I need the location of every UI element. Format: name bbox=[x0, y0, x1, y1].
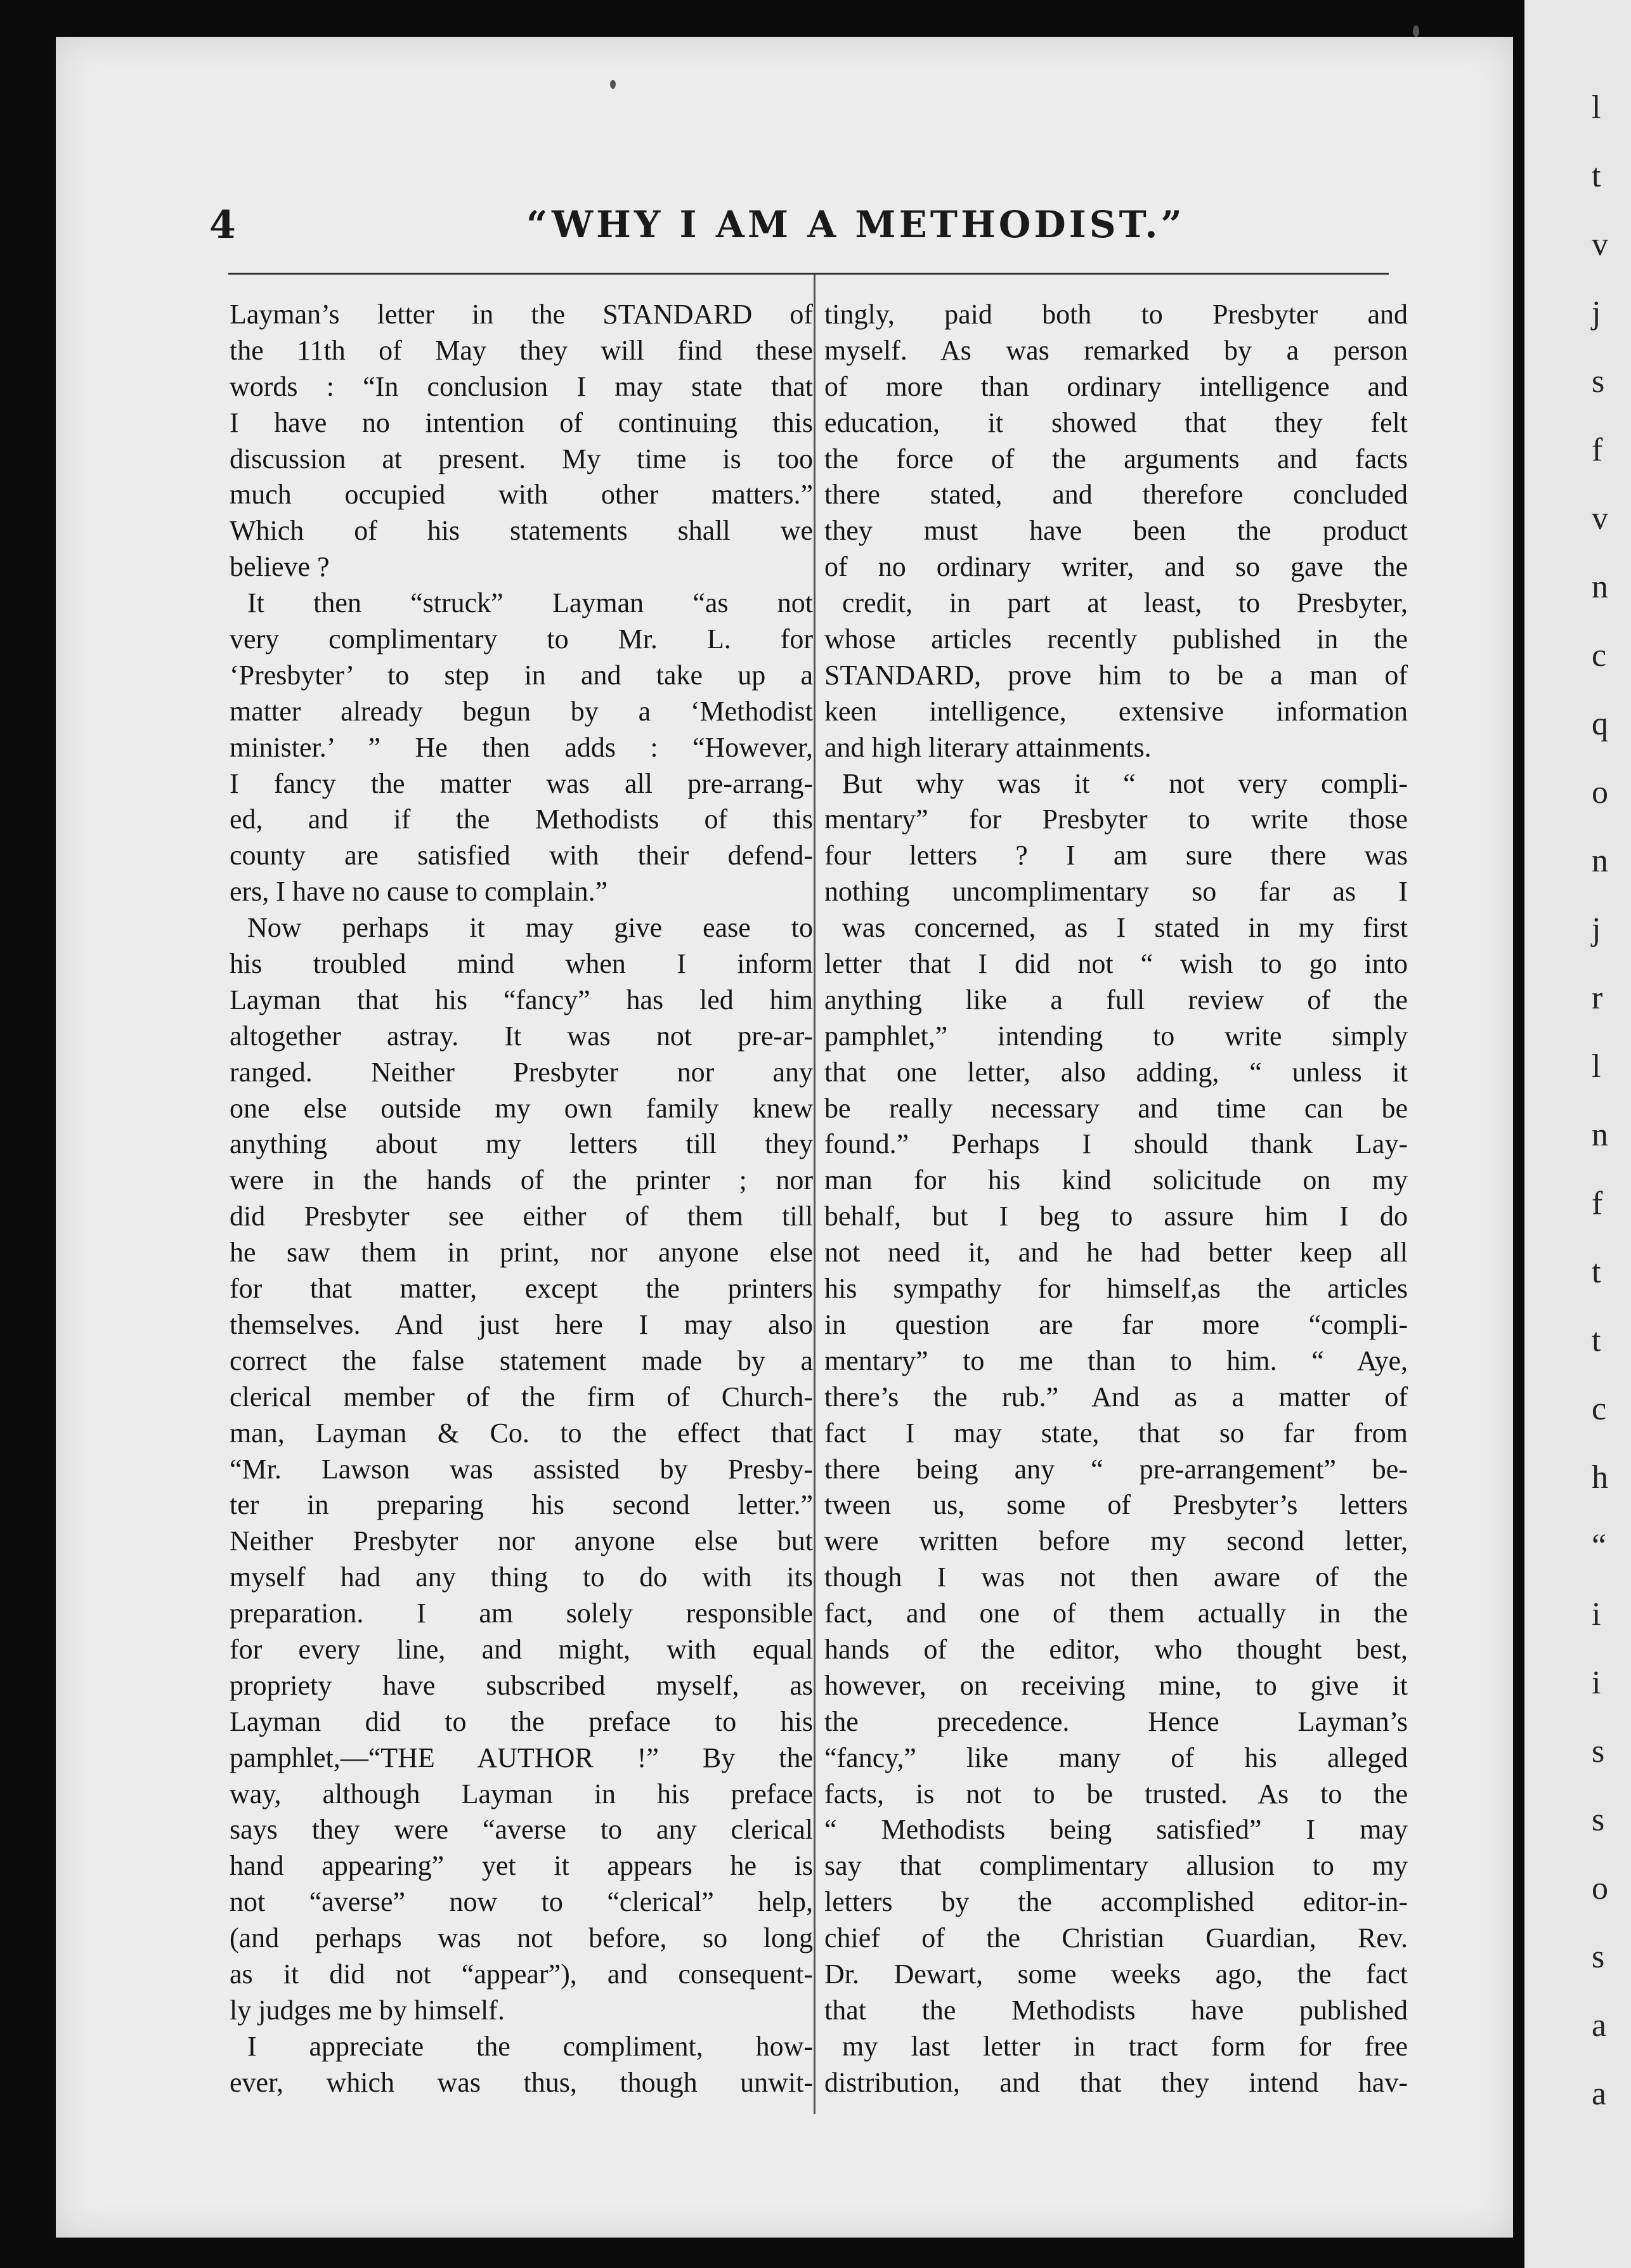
text-line: preparation. I am solely responsible bbox=[230, 1598, 813, 1629]
text-line: Now perhaps it may give ease to bbox=[247, 912, 813, 944]
text-line: themselves. And just here I may also bbox=[230, 1308, 813, 1340]
column-divider bbox=[814, 275, 816, 2114]
adjacent-margin-char: n bbox=[1592, 1117, 1608, 1153]
text-line: were written before my second letter, bbox=[824, 1525, 1408, 1557]
text-line: fact I may state, that so far from bbox=[824, 1417, 1408, 1449]
text-line: that one letter, also adding, “ unless it bbox=[824, 1056, 1408, 1088]
text-line: the force of the arguments and facts bbox=[824, 443, 1408, 474]
text-line: letters by the accomplished editor-in- bbox=[824, 1886, 1408, 1918]
text-line: anything like a full review of the bbox=[824, 984, 1408, 1015]
text-line: for that matter, except the printers bbox=[230, 1273, 813, 1305]
adjacent-margin-char: q bbox=[1592, 706, 1608, 742]
text-line: there stated, and therefore concluded bbox=[824, 479, 1408, 511]
text-line: distribution, and that they intend hav- bbox=[824, 2066, 1408, 2098]
text-line: Layman did to the preface to his bbox=[230, 1705, 813, 1737]
adjacent-margin-char: o bbox=[1592, 1870, 1608, 1906]
text-line: of no ordinary writer, and so gave the bbox=[824, 551, 1408, 583]
ink-speck bbox=[1413, 25, 1419, 37]
adjacent-margin-char: f bbox=[1592, 1185, 1603, 1222]
text-line: Neither Presbyter nor anyone else but bbox=[230, 1525, 813, 1557]
adjacent-margin-char: v bbox=[1592, 226, 1608, 263]
text-line: ter in preparing his second letter.” bbox=[230, 1489, 813, 1521]
text-line: there being any “ pre-arrangement” be- bbox=[824, 1453, 1408, 1485]
text-line: be really necessary and time can be bbox=[824, 1092, 1408, 1124]
text-line: “ Methodists being satisfied” I may bbox=[824, 1814, 1408, 1846]
text-line: I appreciate the compliment, how- bbox=[247, 2030, 813, 2062]
text-line: not “averse” now to “clerical” help, bbox=[230, 1886, 813, 1918]
text-line: tween us, some of Presbyter’s letters bbox=[824, 1489, 1408, 1521]
text-line: ers, I have no cause to complain.” bbox=[230, 876, 608, 908]
text-line: was concerned, as I stated in my first bbox=[842, 912, 1408, 944]
text-line: say that complimentary allusion to my bbox=[824, 1850, 1408, 1882]
text-line: hands of the editor, who thought best, bbox=[824, 1633, 1408, 1665]
text-line: words : “In conclusion I may state that bbox=[230, 370, 813, 402]
text-line: were in the hands of the printer ; nor bbox=[230, 1164, 813, 1196]
text-line: It then “struck” Layman “as not bbox=[247, 587, 813, 619]
adjacent-margin-char: s bbox=[1592, 1733, 1605, 1769]
text-line: chief of the Christian Guardian, Rev. bbox=[824, 1922, 1408, 1954]
right-column bbox=[824, 297, 1408, 2101]
adjacent-margin-char: “ bbox=[1592, 1528, 1607, 1564]
text-line: man, Layman & Co. to the effect that bbox=[230, 1417, 813, 1449]
adjacent-margin-char: f bbox=[1592, 432, 1603, 468]
text-line: there’s the rub.” And as a matter of bbox=[824, 1381, 1408, 1412]
text-line: “fancy,” like many of his alleged bbox=[824, 1742, 1408, 1773]
text-line: however, on receiving mine, to give it bbox=[824, 1669, 1408, 1701]
text-line: discussion at present. My time is too bbox=[230, 443, 813, 474]
text-line: whose articles recently published in the bbox=[824, 623, 1408, 655]
text-line: way, although Layman in his preface bbox=[230, 1778, 813, 1809]
text-line: though I was not then aware of the bbox=[824, 1561, 1408, 1593]
text-line: STANDARD, prove him to be a man of bbox=[824, 659, 1408, 691]
adjacent-margin-char: l bbox=[1592, 89, 1601, 126]
adjacent-margin-char: i bbox=[1592, 1665, 1601, 1701]
text-line: and high literary attainments. bbox=[824, 731, 1152, 763]
text-line: my last letter in tract form for free bbox=[842, 2030, 1408, 2062]
text-line: for every line, and might, with equal bbox=[230, 1633, 813, 1665]
left-column bbox=[230, 297, 813, 2101]
text-line: the precedence. Hence Layman’s bbox=[824, 1705, 1408, 1737]
text-line: matter already begun by a ‘Methodist bbox=[230, 695, 813, 727]
adjacent-margin-char: n bbox=[1592, 569, 1608, 605]
text-line: Layman’s letter in the STANDARD of bbox=[230, 299, 813, 330]
adjacent-margin-char: v bbox=[1592, 500, 1608, 537]
text-line: the 11th of May they will find these bbox=[230, 334, 813, 366]
text-line: tingly, paid both to Presbyter and bbox=[824, 299, 1408, 330]
adjacent-margin-char: n bbox=[1592, 843, 1608, 879]
adjacent-margin-char: j bbox=[1592, 295, 1601, 331]
adjacent-margin-char: s bbox=[1592, 1939, 1605, 1975]
running-title: “WHY I AM A METHODIST.” bbox=[526, 203, 1185, 246]
adjacent-margin-char: l bbox=[1592, 1048, 1601, 1085]
text-line: very complimentary to Mr. L. for bbox=[230, 623, 813, 655]
text-line: his sympathy for himself,as the articles bbox=[824, 1273, 1408, 1305]
text-line: Layman that his “fancy” has led him bbox=[230, 984, 813, 1015]
text-line: fact, and one of them actually in the bbox=[824, 1598, 1408, 1629]
text-line: myself. As was remarked by a person bbox=[824, 334, 1408, 366]
adjacent-page-edge bbox=[1524, 0, 1631, 2268]
text-line: anything about my letters till they bbox=[230, 1128, 813, 1160]
text-line: Which of his statements shall we bbox=[230, 515, 813, 547]
adjacent-margin-char: a bbox=[1592, 2007, 1607, 2043]
text-line: believe ? bbox=[230, 551, 330, 583]
adjacent-margin-char: h bbox=[1592, 1459, 1608, 1496]
adjacent-margin-char: s bbox=[1592, 363, 1605, 400]
text-line: minister.’ ” He then adds : “However, bbox=[230, 731, 813, 763]
text-line: says they were “averse to any clerical bbox=[230, 1814, 813, 1846]
text-line: four letters ? I am sure there was bbox=[824, 840, 1408, 871]
text-line: pamphlet,” intending to write simply bbox=[824, 1020, 1408, 1052]
text-line: clerical member of the firm of Church- bbox=[230, 1381, 813, 1412]
text-line: ranged. Neither Presbyter nor any bbox=[230, 1056, 813, 1088]
adjacent-margin-char: s bbox=[1592, 1802, 1605, 1838]
ink-speck bbox=[610, 80, 616, 89]
adjacent-margin-char: t bbox=[1592, 1322, 1601, 1359]
text-line: nothing uncomplimentary so far as I bbox=[824, 876, 1408, 908]
page-header bbox=[209, 203, 1401, 254]
text-line: his troubled mind when I inform bbox=[230, 948, 813, 980]
text-line: county are satisfied with their defend- bbox=[230, 840, 813, 871]
text-line: I have no intention of continuing this bbox=[230, 407, 813, 438]
text-line: credit, in part at least, to Presbyter, bbox=[842, 587, 1408, 619]
text-line: pamphlet,—“THE AUTHOR !” By the bbox=[230, 1742, 813, 1773]
header-rule bbox=[228, 273, 1389, 275]
adjacent-margin-char: t bbox=[1592, 158, 1601, 194]
adjacent-margin-char: c bbox=[1592, 1391, 1607, 1427]
text-line: ed, and if the Methodists of this bbox=[230, 804, 813, 835]
text-line: letter that I did not “ wish to go into bbox=[824, 948, 1408, 980]
text-line: education, it showed that they felt bbox=[824, 407, 1408, 438]
text-line: correct the false statement made by a bbox=[230, 1345, 813, 1376]
text-line: they must have been the product bbox=[824, 515, 1408, 547]
text-line: behalf, but I beg to assure him I do bbox=[824, 1201, 1408, 1232]
text-line: keen intelligence, extensive information bbox=[824, 695, 1408, 727]
text-line: Dr. Dewart, some weeks ago, the fact bbox=[824, 1958, 1408, 1990]
adjacent-margin-char: i bbox=[1592, 1596, 1601, 1633]
text-line: hand appearing” yet it appears he is bbox=[230, 1850, 813, 1882]
text-line: I fancy the matter was all pre-arrang- bbox=[230, 767, 813, 799]
text-line: “Mr. Lawson was assisted by Presby- bbox=[230, 1453, 813, 1485]
text-line: one else outside my own family knew bbox=[230, 1092, 813, 1124]
text-line: that the Methodists have published bbox=[824, 1994, 1408, 2026]
text-line: propriety have subscribed myself, as bbox=[230, 1669, 813, 1701]
text-line: as it did not “appear”), and consequent- bbox=[230, 1958, 813, 1990]
text-line: did Presbyter see either of them till bbox=[230, 1201, 813, 1232]
text-line: of more than ordinary intelligence and bbox=[824, 370, 1408, 402]
text-line: facts, is not to be trusted. As to the bbox=[824, 1778, 1408, 1809]
adjacent-margin-char: c bbox=[1592, 637, 1607, 674]
text-line: mentary” for Presbyter to write those bbox=[824, 804, 1408, 835]
text-line: myself had any thing to do with its bbox=[230, 1561, 813, 1593]
text-line: much occupied with other matters.” bbox=[230, 479, 813, 511]
text-line: he saw them in print, nor anyone else bbox=[230, 1237, 813, 1268]
page-number: 4 bbox=[209, 203, 236, 247]
text-line: ly judges me by himself. bbox=[230, 1994, 505, 2026]
adjacent-margin-char: j bbox=[1592, 911, 1601, 948]
text-line: man for his kind solicitude on my bbox=[824, 1164, 1408, 1196]
adjacent-margin-char: r bbox=[1592, 980, 1603, 1016]
text-line: not need it, and he had better keep all bbox=[824, 1237, 1408, 1268]
text-line: (and perhaps was not before, so long bbox=[230, 1922, 813, 1954]
adjacent-margin-char: a bbox=[1592, 2076, 1607, 2112]
text-line: But why was it “ not very compli- bbox=[842, 767, 1408, 799]
text-line: ever, which was thus, though unwit- bbox=[230, 2066, 813, 2098]
text-line: found.” Perhaps I should thank Lay- bbox=[824, 1128, 1408, 1160]
text-line: in question are far more “compli- bbox=[824, 1308, 1408, 1340]
text-line: ‘Presbyter’ to step in and take up a bbox=[230, 659, 813, 691]
text-line: mentary” to me than to him. “ Aye, bbox=[824, 1345, 1408, 1376]
adjacent-margin-char: t bbox=[1592, 1254, 1601, 1290]
text-line: altogether astray. It was not pre-ar- bbox=[230, 1020, 813, 1052]
adjacent-margin-char: o bbox=[1592, 774, 1608, 811]
